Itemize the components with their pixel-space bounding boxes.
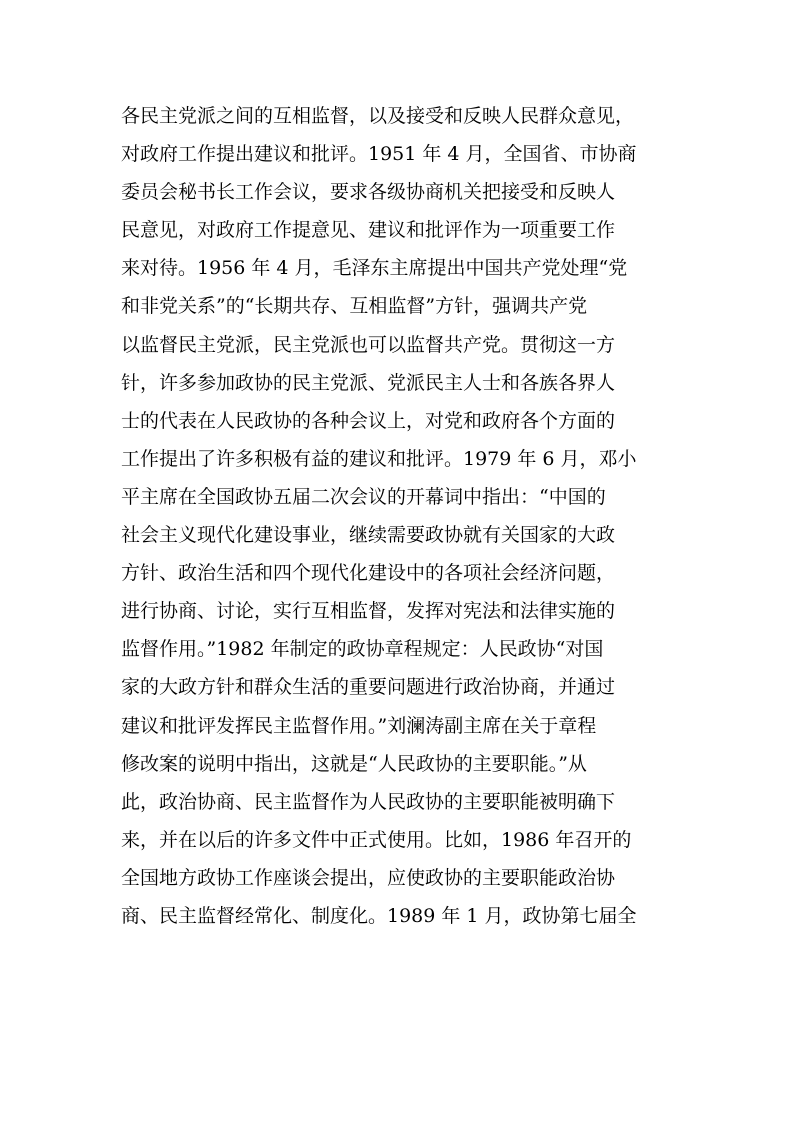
text-line: 以监督民主党派，民主党派也可以监督共产党。贯彻这一方 [121,333,616,356]
text-line: 此，政治协商、民主监督作为人民政协的主要职能被明确下 [121,790,616,813]
text-line: 家的大政方针和群众生活的重要问题进行政治协商，并通过 [121,676,616,699]
text-line: 进行协商、讨论，实行互相监督，发挥对宪法和法律实施的 [121,600,616,623]
text-line: 委员会秘书长工作会议，要求各级协商机关把接受和反映人 [121,181,616,204]
text-line: 各民主党派之间的互相监督，以及接受和反映人民群众意见， [121,105,635,127]
text-line: 民意见，对政府工作提意见、建议和批评作为一项重要工作 [121,219,616,242]
text-line: 工作提出了许多积极有益的建议和批评。1979 年 6 月，邓小 [121,447,637,470]
text-line: 士的代表在人民政协的各种会议上，对党和政府各个方面的 [121,409,616,432]
body-text [121,97,681,935]
text-line: 商、民主监督经常化、制度化。1989 年 1 月，政协第七届全 [121,904,637,927]
text-line: 对政府工作提出建议和批评。1951 年 4 月，全国省、市协商 [121,143,637,166]
text-line: 来，并在以后的许多文件中正式使用。比如，1986 年召开的 [121,828,632,851]
text-line: 针，许多参加政协的民主党派、党派民主人士和各族各界人 [121,371,616,394]
text-line: 来对待。1956 年 4 月，毛泽东主席提出中国共产党处理“党 [121,257,628,280]
text-line: 监督作用。”1982 年制定的政协章程规定：人民政协“对国 [121,638,604,661]
text-line: 建议和批评发挥民主监督作用。”刘澜涛副主席在关于章程 [121,714,597,737]
text-line: 方针、政治生活和四个现代化建设中的各项社会经济问题， [121,562,616,585]
text-line: 平主席在全国政协五届二次会议的开幕词中指出：“中国的 [121,485,606,508]
text-line: 修改案的说明中指出，这就是“人民政协的主要职能。”从 [121,752,587,775]
text-line: 和非党关系”的“长期共存、互相监督”方针，强调共产党 [121,295,588,318]
text-line: 全国地方政协工作座谈会提出，应使政协的主要职能政治协 [121,866,616,889]
text-line: 社会主义现代化建设事业，继续需要政协就有关国家的大政 [121,524,616,547]
